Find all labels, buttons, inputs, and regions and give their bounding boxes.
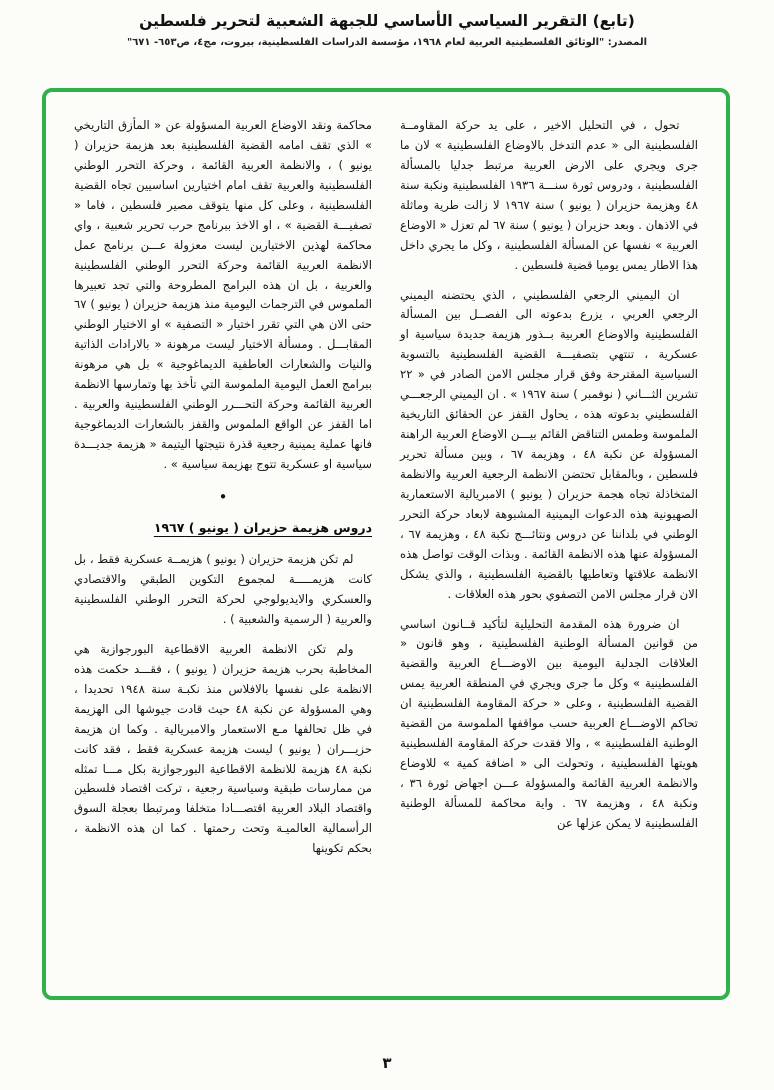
two-column-layout xyxy=(74,116,698,976)
bullet-separator: • xyxy=(218,487,228,506)
page-header xyxy=(0,12,774,48)
paragraph: تحول ، في التحليل الاخير ، على يد حركة المقاومــة الفلسطينية الى « عدم التدخل بالاوضاع الفلسطينية » لان ما جرى ويجري على الارض العربية مرتبط جدليا بالمسألة الفلسطينية ، ودروس ثورة سنـــة ١٩٣٦ الفلسطينية ونكبة سنة ٤٨ وهزيمة حزيران ( يونيو ) سنة ١٩٦٧ لا زالت طرية وماثلة في الاذهان . وبعد حزيران ( يونيو ) سنة ٦٧ لم تعزل « الاوضاع العربية » نفسها عن المسألة الفلسطينية ، وكل ما يجري داخل هذا الاطار يمس يوميا قضية فلسطين . xyxy=(400,118,699,272)
paragraph: ان ضرورة هذه المقدمة التحليلية لتأكيد قــانون اساسي من قوانين المسألة الوطنية الفلسطينية ، وهو قانون « العلاقات الجدلية اليومية بين الاوضـــاع العربية والقضية الفلسطينية » وكل ما جرى ويجري في المنطقة العربية يمس القضية الفلسطينية ، وعلى « حركة المقاومة الفلسطينية ان تحاكم الاوضـــاع العربية حسب مواقفها الملموسة من القضية الوطنية الفلسطينية » ، والا فقدت حركة المقاومة الفلسطينية هويتها الفلسطينية ، وتحولت الى « اضافة كمية » للاوضاع والانظمة العربية القائمة والمسؤولة عـــن اجهاض ثورة ٣٦ ، ونكبة ٤٨ ، وهزيمة ٦٧ . واية محاكمة للمسألة الوطنية الفلسطينية لا يمكن عزلها عن xyxy=(400,616,698,830)
paragraph: محاكمة ونقد الاوضاع العربية المسؤولة عن « المأزق التاريخي » الذي تقف امامه القضية الفلسطينية بعد هزيمة حزيران ( يونيو ) ، والانظمة العربية القائمة ، وحركة التحرر الوطني الفلسطينية والعربية تقف امام اختيارين اساسيين تجاه القضية الفلسطينية ، وعلى كل منها يتوقف مصير فلسطين ، فاما « تصفيـــة القضية » ، او الاخذ ببرنامج حرب تحرير شعبية ، واي محاكمة لهذين الاختيارين ليست معزولة عـــن برنامج عمل الانظمة العربية القائمة وحركة التحرر الوطني الفلسطينية والعربية ، بل ان هذه البرامج المطروحة والتي تجد تعبيرها الملموس في الترجمات اليومية منذ هزيمة حزيران ( يونيو ) ٦٧ حتى الان هي التي تقرر اختيار « التصفية » او الاختيار الوطني المقابـــل . ومسألة الاختيار ليست مرهونة « بالارادات الذاتية والنيات والشعارات العاطفية الديماغوجية » بل هي مرهونة ببرامج العمل اليومية الملموسة التي تأخذ بها وتمارسها الانظمة العربية القائمة وحركة التحـــرر الوطني الفلسطينية والعربية . اما القفز عن الواقع الملموس والقفز بالشعارات الديماغوجية فانها عملية يمينية رجعية قذرة نتيجتها اليتيمة « هزيمة جديـــدة سياسية او عسكرية تتوج بهزيمة سياسية » . xyxy=(74,118,372,471)
page-number: ٣ xyxy=(382,1054,392,1072)
paragraph: ان اليميني الرجعي الفلسطيني ، الذي يحتضنه اليميني الرجعي العربي ، يزرع بدعوته الى الفصــل بين المسألة الفلسطينية والاوضاع العربية بــذور هزيمة جديدة سياسية او عسكرية ، تنتهي بتصفيـــة القضية الفلسطينية بالتسوية السياسية المقترحة وفق قرار مجلس الامن الصادر في « ٢٢ تشرين الثـــاني ( نوفمبر ) سنة ١٩٦٧ » . ان اليميني الرجعـــي الفلسطيني بدعوته هذه ، يحاول القفز عن الحقائق التاريخية الملموسة وطمس التناقض القائم بيـــن الاوضاع العربية الراهنة المسؤولة عن نكبة ٤٨ ، وهزيمة ٦٧ ، وبين مسألة تحرير فلسطين ، وبالمقابل تحتضن الانظمة الرجعية العربية والانظمة المتخاذلة تجاه هجمة حزيران ( يونيو ) الامبريالية الاستعمارية الصهيونية هذه الدعوات اليمينية المشبوهة لابعاد حركة التحرر الوطني في بلداننا عن دروس ونتائـــج نكبة ٤٨ ، وهزيمة ٦٧ ، المسؤولة عنها هذه الانظمة القائمة . وبذات الوقت تواصل هذه الانظمة علاقتها وتعاطيها بالقضية الفلسطينية ، والذي يشكل الان قرار مجلس الامن التصفوي بحور هذه العلاقات . xyxy=(400,287,698,601)
paragraph: لم تكن هزيمة حزيران ( يونيو ) هزيمــة عسكرية فقط ، بل كانت هزيمـــــة لمجموع التكوين الطبقي والاقتصادي والعسكري والايديولوجي لحركة التحرر الوطني الفلسطينية والعربية ( الرسمية والشعبية ) . xyxy=(74,552,372,626)
right-column xyxy=(400,116,698,976)
content-border-box xyxy=(42,88,730,1000)
section-heading: دروس هزيمة حزيران ( يونيو ) ١٩٦٧ xyxy=(153,519,372,535)
source-citation: المصدر: "الوثائق الفلسطينية العربية لعام ١٩٦٨، مؤسسة الدراسات الفلسطينية، بيروت، مج٤، ص٦٥٣- ٦٧١" xyxy=(126,37,648,48)
paragraph: ولم تكن الانظمة العربية الاقطاعية البورجوازية هي المخاطبة بحرب هزيمة حزيران ( يونيو ) ، فقـــد حكمت هذه الانظمة على نفسها بالافلاس منذ نكبـة سنة ١٩٤٨ تحديدا ، وهي المسؤولة عن نكبة ٤٨ حيث قادت جيوشها الى الهزيمة في ظل تحالفها مـع الاستعمار والامبريالية . وكما ان هزيمة حزيـــران ( يونيو ) ليست هزيمة عسكرية فقط ، فقد كانت نكبة ٤٨ هزيمة للانظمة الاقطاعية البورجوازية بكل مـــا تمثله من ممارسات طبقية وسياسية رجعية ، تركت اقتصاد فلسطين واقتصاد البلاد العربية اقتصـــادا متخلفا ومرتبطا بعجلة السوق الرأسمالية العالميـة وتحت رحمتها . كما ان هذه الانظمة ، بحكم تكوينها xyxy=(74,641,372,856)
document-title: (تابع) التقرير السياسي الأساسي للجبهة الشعبية لتحرير فلسطين xyxy=(139,12,635,30)
left-column xyxy=(74,116,372,976)
